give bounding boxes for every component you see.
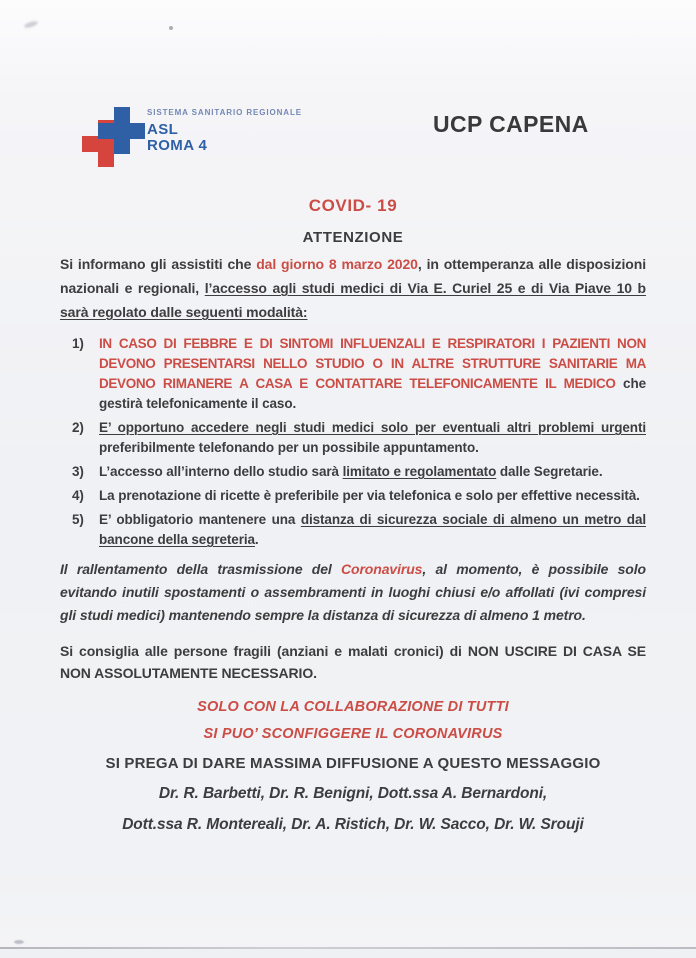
rule-number: 1): [72, 336, 84, 351]
asl-name-line2: ROMA 4: [147, 137, 208, 154]
text-segment: dalle Segretarie.: [496, 464, 603, 479]
rule-number: 2): [72, 420, 84, 435]
diffusion-notice: SI PREGA DI DARE MASSIMA DIFFUSIONE A QUESTO MESSAGGIO: [105, 755, 601, 772]
asl-logo-text: [147, 108, 302, 154]
rule-item-3: [72, 462, 646, 482]
text-segment: .: [254, 532, 259, 547]
rule-text: [99, 510, 646, 550]
text-segment: L’accesso all’interno dello studio sarà: [99, 464, 343, 479]
text-segment: distanza di sicurezza sociale di almeno un metro dal bancone della segreteria: [99, 512, 646, 547]
slogan-line-1: SOLO CON LA COLLABORAZIONE DI TUTTI: [197, 699, 509, 715]
doctors-line-1: Dr. R. Barbetti, Dr. R. Benigni, Dott.ssa A. Bernardoni,: [158, 785, 548, 802]
rule-text: [99, 462, 646, 482]
text-segment: Coronavirus: [341, 561, 423, 577]
text-segment: dal giorno 8 marzo 2020: [256, 256, 418, 272]
text-segment: Si informano gli assistiti che: [60, 256, 257, 272]
text-segment: che gestirà telefonicamente il caso.: [99, 376, 646, 411]
text-segment: La prenotazione di ricette è preferibile per via telefonica e solo per effettive necessità.: [99, 488, 640, 503]
rule-item-1: [72, 334, 646, 414]
slowdown-paragraph: [60, 558, 646, 627]
document-body: [60, 190, 646, 834]
text-segment: , in ottemperanza alle disposizioni nazionali e regionali,: [60, 256, 646, 296]
scan-artifact: [24, 20, 39, 29]
rule-number: 4): [72, 488, 84, 503]
clinic-name: UCP CAPENA: [433, 111, 589, 137]
scan-artifact: [169, 26, 173, 30]
asl-health-crosses-icon: [82, 107, 148, 169]
text-segment: , al momento, è possibile solo evitando inutili spostamenti o assembramenti in luoghi chiusi e/o affollati (ivi compresi gli studi medici) mantenendo sempre la distanza di sicurezza di almeno 1 metro.: [60, 561, 646, 623]
rule-item-5: [72, 510, 646, 550]
text-segment: limitato e regolamentato: [342, 464, 497, 479]
text-segment: E’ obbligatorio mantenere una: [99, 512, 301, 527]
text-segment: preferibilmente telefonando per un possibile appuntamento.: [99, 440, 479, 455]
text-segment: Il rallentamento della trasmissione del: [60, 561, 341, 577]
intro-paragraph: [60, 252, 646, 324]
rule-text: [99, 486, 646, 506]
rule-item-4: [72, 486, 646, 506]
page-edge-shadow: [0, 949, 696, 958]
text-segment: E’ opportuno accedere negli studi medici solo per eventuali altri problemi urgenti: [99, 420, 646, 435]
text-segment: Si consiglia alle persone fragili (anziani e malati cronici) di NON USCIRE DI CASA SE NON ASSOLUTAMENTE NECESSARIO.: [60, 643, 646, 681]
rule-text: [99, 418, 646, 458]
attention-heading: ATTENZIONE: [302, 229, 404, 246]
asl-name-line1: ASL: [147, 121, 179, 138]
doctors-line-2: Dott.ssa R. Montereali, Dr. A. Ristich, Dr. W. Sacco, Dr. W. Srouji: [122, 816, 584, 833]
blue-cross-icon: [98, 107, 145, 154]
advice-paragraph: [60, 640, 646, 684]
text-segment: IN CASO DI FEBBRE E DI SINTOMI INFLUENZALI E RESPIRATORI I PAZIENTI NON DEVONO PRESENTARSI NELLO STUDIO O IN ALTRE STRUTTURE SANITARIE MA DEVONO RIMANERE A CASA E CONTATTARE TELEFONICAMENTE IL MEDICO: [99, 336, 646, 391]
rule-number: 3): [72, 464, 84, 479]
rules-list: [60, 334, 646, 550]
cross-bar: [98, 123, 145, 139]
slogan-line-2: SI PUO’ SCONFIGGERE IL CORONAVIRUS: [203, 726, 503, 742]
rule-text: [99, 334, 646, 414]
rule-item-2: [72, 418, 646, 458]
text-segment: l’accesso agli studi medici di Via E. Curiel 25 e di Via Piave 10 b sarà regolato dalle seguenti modalità:: [60, 280, 647, 320]
rule-number: 5): [72, 512, 84, 527]
scan-artifact: [14, 940, 24, 944]
regional-system-label: SISTEMA SANITARIO REGIONALE: [147, 108, 302, 117]
covid-title: COVID- 19: [308, 196, 398, 215]
